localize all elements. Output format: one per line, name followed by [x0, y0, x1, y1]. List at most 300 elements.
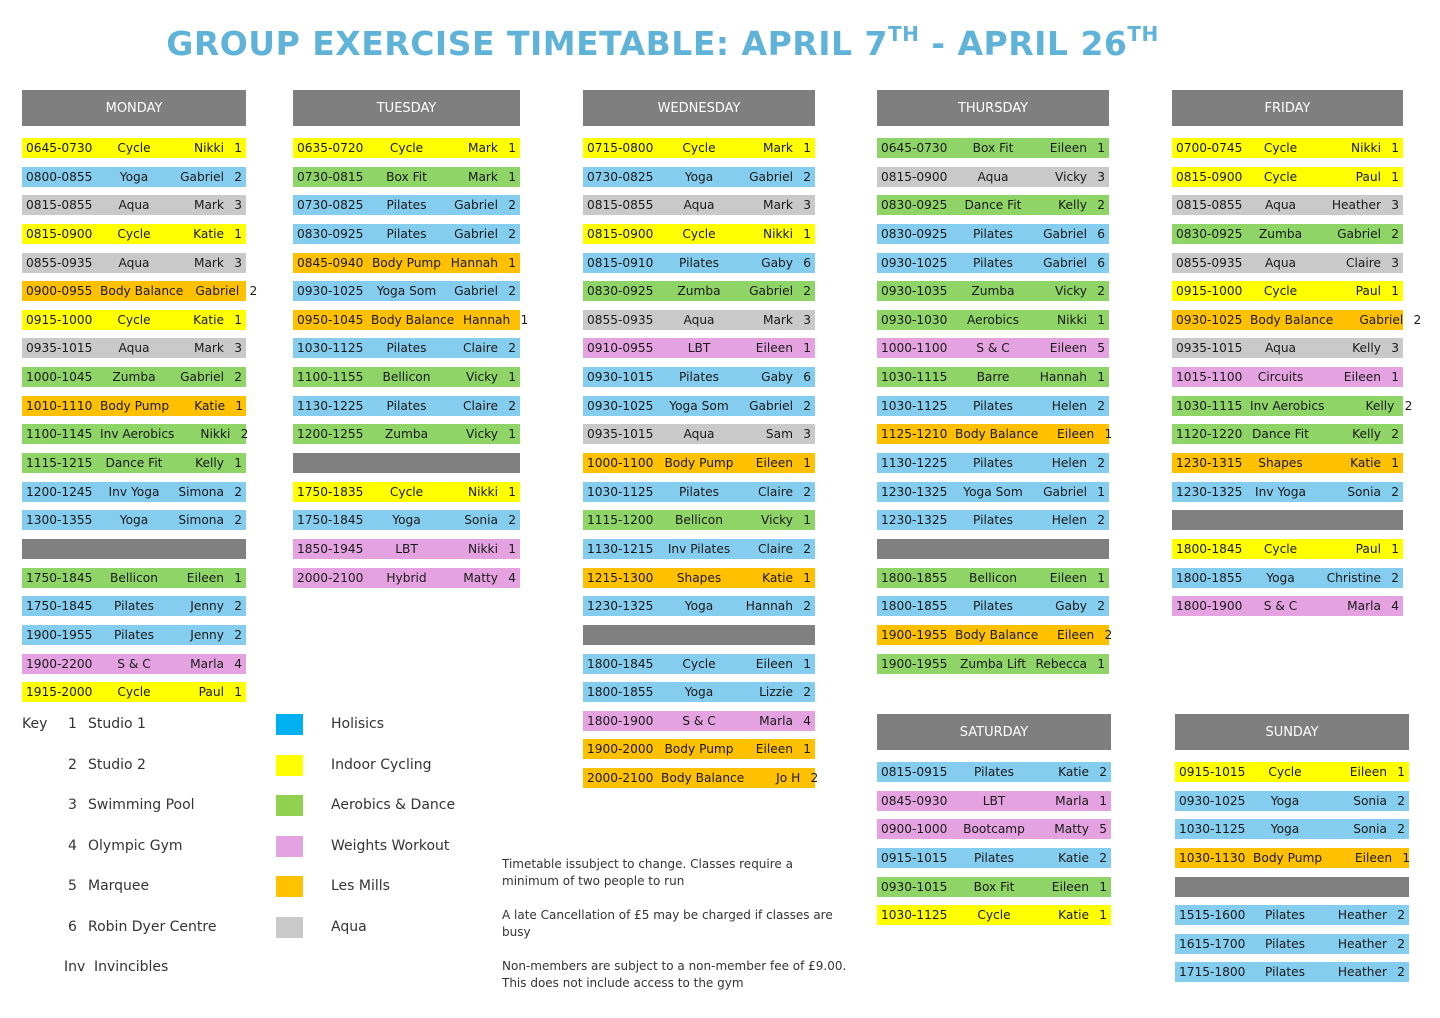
class-name: Body Pump	[100, 398, 170, 413]
class-instructor: Eileen	[1049, 341, 1087, 356]
class-row	[293, 224, 520, 244]
class-row	[22, 310, 246, 330]
class-instructor: Gabriel	[1359, 312, 1404, 327]
class-instructor: Eileen	[1057, 427, 1095, 442]
class-row	[877, 138, 1109, 158]
class-studio: 3	[1097, 169, 1105, 184]
class-instructor: Paul	[198, 685, 224, 700]
class-studio: 2	[1397, 793, 1405, 808]
class-instructor: Mark	[193, 255, 224, 270]
class-row	[22, 281, 258, 301]
class-time: 1115-1215	[26, 456, 93, 471]
class-studio: 1	[1097, 312, 1105, 327]
class-name: Inv Yoga	[1255, 484, 1306, 499]
class-instructor: Lizzie	[759, 685, 793, 700]
legend-swatch	[276, 795, 303, 816]
class-instructor: Gabriel	[1337, 226, 1381, 241]
key-label: Key	[22, 716, 48, 732]
class-row	[293, 568, 520, 588]
class-row	[293, 138, 520, 158]
class-row	[22, 424, 249, 444]
class-row	[877, 877, 1111, 897]
class-instructor: Vicky	[1055, 284, 1087, 299]
class-row	[1175, 934, 1409, 954]
class-studio: 2	[1097, 456, 1105, 471]
class-studio: 2	[234, 370, 242, 385]
class-instructor: Heather	[1337, 908, 1387, 923]
class-time: 0935-1015	[1176, 341, 1243, 356]
class-instructor: Eileen	[755, 742, 793, 757]
class-time: 0855-0935	[26, 255, 93, 270]
class-row	[877, 253, 1109, 273]
class-row	[293, 253, 520, 273]
class-time: 0730-0825	[587, 169, 654, 184]
class-name: Body Balance	[371, 312, 455, 327]
class-time: 1200-1245	[26, 484, 93, 499]
class-row	[22, 453, 246, 473]
class-name: Inv Aerobics	[100, 427, 175, 442]
class-name: LBT	[395, 541, 418, 556]
class-row	[1175, 848, 1409, 868]
class-studio: 1	[803, 656, 811, 671]
class-row	[293, 424, 520, 444]
class-name: Cycle	[1263, 141, 1298, 155]
class-row	[877, 281, 1109, 301]
class-time: 0900-1000	[881, 822, 948, 837]
class-row	[22, 138, 246, 158]
class-instructor: Nikki	[200, 427, 231, 442]
class-name: Cycle	[977, 908, 1011, 923]
class-row	[1172, 253, 1403, 273]
class-instructor: Gabriel	[749, 169, 793, 184]
class-studio: 3	[803, 198, 811, 213]
class-instructor: Matty	[1054, 822, 1089, 837]
class-studio: 3	[234, 341, 242, 356]
class-row	[583, 338, 815, 358]
class-name: Aqua	[683, 427, 715, 442]
class-name: Aqua	[118, 341, 150, 356]
class-instructor: Eileen	[1049, 570, 1087, 585]
class-studio: 1	[803, 742, 811, 757]
class-row	[877, 625, 1113, 645]
class-studio: 1	[234, 312, 242, 327]
class-name: Yoga Som	[963, 484, 1023, 499]
class-name: Shapes	[1258, 456, 1303, 471]
day-header: THURSDAY	[877, 90, 1109, 126]
class-studio: 1	[234, 685, 242, 700]
class-row	[583, 768, 819, 788]
class-studio: 1	[508, 141, 516, 155]
class-name: S & C	[682, 713, 716, 728]
class-row	[22, 654, 246, 674]
class-time: 0855-0935	[587, 312, 654, 327]
class-name: LBT	[982, 793, 1006, 808]
class-time: 0800-0855	[26, 169, 93, 184]
class-row	[1172, 596, 1403, 616]
class-studio: 2	[508, 341, 516, 356]
class-time: 1900-1955	[881, 656, 948, 671]
class-studio: 4	[234, 656, 242, 671]
class-instructor: Paul	[1355, 169, 1381, 184]
class-studio: 1	[508, 169, 516, 184]
class-time: 1030-1125	[881, 398, 948, 413]
class-row	[1172, 310, 1422, 330]
class-time: 1200-1255	[297, 427, 364, 442]
class-row	[877, 596, 1109, 616]
class-studio: 2	[234, 484, 242, 499]
class-instructor: Vicky	[466, 427, 498, 442]
class-instructor: Katie	[193, 312, 224, 327]
class-time: 0915-1015	[1179, 765, 1246, 779]
class-row	[293, 539, 520, 559]
class-instructor: Vicky	[761, 513, 793, 528]
class-instructor: Gabriel	[454, 226, 498, 241]
class-studio: 1	[520, 312, 529, 327]
class-time: 1800-1855	[1176, 570, 1243, 585]
day-column-sunday	[1175, 714, 1409, 991]
class-studio: 4	[803, 713, 811, 728]
class-studio: 1	[1097, 370, 1105, 385]
class-row	[1172, 338, 1403, 358]
class-name: Aqua	[118, 255, 150, 270]
class-name: Zumba	[1258, 226, 1303, 241]
class-name: Pilates	[973, 226, 1013, 241]
class-time: 1800-1845	[587, 656, 654, 671]
class-studio: 2	[1104, 627, 1113, 642]
class-name: Barre	[976, 370, 1010, 385]
class-instructor: Jenny	[190, 627, 224, 642]
day-header: FRIDAY	[1172, 90, 1403, 126]
class-row	[877, 424, 1113, 444]
class-name: LBT	[687, 341, 711, 356]
class-name: Pilates	[973, 513, 1013, 528]
class-row	[22, 510, 246, 530]
note-text: Non-members are subject to a non-member fee of £9.00. This does not include access to the gym	[502, 959, 847, 990]
class-time: 0815-0855	[1176, 198, 1243, 213]
class-instructor: Hannah	[745, 599, 793, 614]
class-instructor: Katie	[1058, 908, 1089, 923]
class-instructor: Rebecca	[1035, 656, 1087, 671]
class-name: Yoga Som	[376, 284, 437, 299]
class-time: 1750-1845	[26, 599, 93, 614]
class-time: 1000-1045	[26, 370, 93, 385]
class-studio: 1	[1099, 908, 1107, 923]
class-name: Zumba	[971, 284, 1015, 299]
class-instructor: Christine	[1326, 570, 1381, 585]
class-time: 0830-0925	[1176, 226, 1243, 241]
class-time: 1030-1125	[881, 908, 948, 923]
class-row	[877, 791, 1111, 811]
class-studio: 2	[1097, 513, 1105, 528]
class-time: 1750-1845	[297, 513, 364, 528]
day-column-tuesday	[293, 90, 529, 596]
class-instructor: Mark	[193, 198, 224, 213]
class-time: 0815-0900	[26, 226, 93, 241]
class-time: 1010-1110	[26, 398, 93, 413]
class-time: 0700-0745	[1176, 141, 1243, 155]
class-name: Body Balance	[955, 427, 1039, 442]
class-studio: 2	[810, 771, 819, 786]
note-text: Timetable issubject to change. Classes require a minimum of two people to run	[502, 857, 793, 888]
class-time: 0855-0935	[1176, 255, 1243, 270]
class-time: 1230-1325	[881, 513, 948, 528]
class-studio: 4	[508, 570, 516, 585]
class-row	[583, 539, 815, 559]
class-instructor: Nikki	[467, 541, 498, 556]
class-row	[293, 482, 520, 502]
class-name: Yoga	[1270, 793, 1300, 808]
class-time: 1115-1200	[587, 513, 654, 528]
session-divider	[877, 539, 1109, 559]
class-instructor: Heather	[1331, 198, 1381, 213]
class-row	[583, 195, 815, 215]
class-name: Cycle	[682, 656, 716, 671]
class-row	[583, 482, 815, 502]
class-row	[583, 568, 815, 588]
class-row	[1172, 539, 1403, 559]
class-name: Body Pump	[664, 456, 734, 471]
class-studio: 6	[803, 370, 811, 385]
class-name: Pilates	[1265, 908, 1305, 923]
class-time: 1000-1100	[587, 456, 654, 471]
class-time: 2000-2100	[587, 771, 654, 786]
class-studio: 1	[235, 398, 244, 413]
class-time: 1130-1215	[587, 541, 654, 556]
class-name: Pilates	[386, 198, 427, 213]
class-studio: 1	[1402, 850, 1411, 865]
class-name: Zumba Lift	[959, 656, 1027, 671]
class-studio: 2	[1097, 599, 1105, 614]
class-instructor: Mark	[467, 141, 498, 155]
class-instructor: Nikki	[1056, 312, 1087, 327]
class-row	[1172, 453, 1403, 473]
class-row	[583, 396, 815, 416]
class-name: Shapes	[676, 570, 722, 585]
class-name: Zumba	[677, 284, 721, 299]
class-row	[583, 310, 815, 330]
class-time: 0830-0925	[881, 226, 948, 241]
class-instructor: Katie	[1350, 456, 1381, 471]
class-row	[877, 848, 1111, 868]
class-instructor: Gabriel	[1043, 255, 1087, 270]
class-time: 1750-1845	[26, 570, 93, 585]
class-instructor: Nikki	[193, 141, 224, 155]
class-studio: 1	[1391, 284, 1399, 299]
class-name: Bellicon	[969, 570, 1017, 585]
class-name: Pilates	[386, 341, 427, 356]
class-name: Cycle	[1268, 765, 1302, 779]
class-studio: 2	[1397, 936, 1405, 951]
class-instructor: Mark	[762, 312, 793, 327]
day-header: SATURDAY	[877, 714, 1111, 750]
class-name: Cycle	[117, 141, 151, 155]
session-divider	[22, 539, 246, 559]
class-name: Pilates	[973, 456, 1013, 471]
class-studio: 2	[1097, 284, 1105, 299]
legend-swatch	[276, 714, 303, 735]
class-name: Aqua	[977, 169, 1009, 184]
class-name: S & C	[117, 656, 151, 671]
class-name: Pilates	[974, 850, 1014, 865]
class-name: Body Pump	[371, 255, 442, 270]
class-name: Bellicon	[110, 570, 158, 585]
class-studio: 2	[1391, 484, 1399, 499]
class-name: Box Fit	[386, 169, 427, 184]
note-text: A late Cancellation of £5 may be charged if classes are busy	[502, 908, 833, 939]
class-name: Pilates	[114, 627, 154, 642]
class-row	[877, 762, 1111, 782]
class-studio: 2	[1097, 198, 1105, 213]
class-studio: 2	[508, 284, 516, 299]
class-studio: 1	[803, 456, 811, 471]
class-time: 0635-0720	[297, 141, 364, 155]
class-row	[22, 596, 246, 616]
class-time: 0915-1000	[26, 312, 93, 327]
class-studio: 2	[1397, 965, 1405, 980]
class-name: Body Balance	[100, 284, 184, 299]
class-studio: 1	[1391, 169, 1399, 184]
class-row	[877, 510, 1109, 530]
class-name: Cycle	[117, 685, 151, 700]
class-time: 1130-1225	[297, 398, 364, 413]
class-row	[1172, 167, 1403, 187]
class-studio: 6	[1097, 226, 1105, 241]
class-studio: 2	[234, 513, 242, 528]
class-studio: 2	[803, 169, 811, 184]
class-time: 1750-1835	[297, 484, 364, 499]
day-header: TUESDAY	[293, 90, 520, 126]
class-instructor: Claire	[758, 484, 793, 499]
class-studio: 2	[1404, 398, 1413, 413]
class-name: Hybrid	[386, 570, 427, 585]
class-instructor: Claire	[1346, 255, 1381, 270]
class-instructor: Eileen	[1343, 370, 1381, 385]
class-time: 0910-0955	[587, 341, 654, 356]
class-time: 1800-1845	[1176, 541, 1243, 556]
class-time: 0845-0940	[297, 255, 364, 270]
class-time: 1030-1125	[587, 484, 654, 499]
class-studio: 2	[1391, 427, 1399, 442]
class-studio: 1	[1099, 793, 1107, 808]
class-studio: 6	[1097, 255, 1105, 270]
class-time: 1100-1145	[26, 427, 93, 442]
class-time: 0915-1000	[1176, 284, 1243, 299]
class-time: 0645-0730	[881, 141, 948, 155]
timetable-notes	[502, 856, 852, 1009]
class-name: Cycle	[117, 226, 151, 241]
class-studio: 1	[803, 513, 811, 528]
class-instructor: Gaby	[761, 255, 793, 270]
class-time: 1030-1125	[297, 341, 364, 356]
class-instructor: Marla	[1347, 599, 1381, 614]
class-instructor: Eileen	[755, 456, 793, 471]
class-studio: 2	[803, 685, 811, 700]
class-time: 1215-1300	[587, 570, 654, 585]
class-instructor: Gabriel	[749, 398, 793, 413]
day-header: MONDAY	[22, 90, 246, 126]
class-studio: 5	[1099, 822, 1107, 837]
class-row	[877, 905, 1111, 925]
class-studio: 1	[803, 141, 811, 155]
class-time: 1900-1955	[881, 627, 948, 642]
class-time: 0900-0955	[26, 284, 93, 299]
class-row	[293, 195, 520, 215]
class-row	[583, 596, 815, 616]
class-name: Body Pump	[1253, 850, 1323, 865]
class-studio: 2	[508, 226, 516, 241]
class-time: 0645-0730	[26, 141, 93, 155]
class-instructor: Kelly	[195, 456, 224, 471]
class-studio: 2	[803, 599, 811, 614]
class-studio: 2	[803, 284, 811, 299]
class-name: Yoga	[684, 599, 714, 614]
class-instructor: Katie	[1058, 765, 1089, 779]
class-row	[1175, 791, 1409, 811]
class-time: 0930-1015	[881, 879, 948, 894]
class-instructor: Claire	[758, 541, 793, 556]
class-studio: 1	[1097, 141, 1105, 155]
class-time: 1030-1115	[1176, 398, 1243, 413]
class-time: 0830-0925	[297, 226, 364, 241]
class-studio: 3	[234, 255, 242, 270]
class-studio: 2	[1099, 765, 1107, 779]
class-name: Cycle	[117, 312, 151, 327]
class-row	[583, 510, 815, 530]
class-instructor: Gabriel	[195, 284, 240, 299]
class-instructor: Sonia	[1347, 484, 1381, 499]
class-time: 1000-1100	[881, 341, 948, 356]
day-column-friday	[1172, 90, 1422, 625]
class-name: Cycle	[682, 141, 716, 155]
class-name: Cycle	[389, 484, 424, 499]
class-instructor: Gaby	[1055, 599, 1087, 614]
class-time: 1230-1315	[1176, 456, 1243, 471]
class-time: 0930-1025	[1179, 793, 1246, 808]
class-row	[583, 367, 815, 387]
class-name: Pilates	[114, 599, 154, 614]
class-instructor: Sonia	[464, 513, 498, 528]
class-time: 1800-1900	[587, 713, 654, 728]
class-studio: 3	[1391, 198, 1399, 213]
class-row	[22, 396, 246, 416]
class-row	[1175, 905, 1409, 925]
class-studio: 2	[803, 484, 811, 499]
class-instructor: Eileen	[755, 341, 793, 356]
class-instructor: Eileen	[186, 570, 224, 585]
class-time: 0930-1015	[587, 370, 654, 385]
class-studio: 1	[508, 484, 516, 499]
class-row	[1172, 568, 1403, 588]
class-instructor: Kelly	[1365, 398, 1395, 413]
class-studio: 2	[1397, 908, 1405, 923]
day-column-saturday	[877, 714, 1111, 934]
class-row	[22, 625, 246, 645]
legend-swatch	[276, 876, 303, 897]
day-column-thursday	[877, 90, 1113, 682]
class-time: 0950-1045	[297, 312, 364, 327]
class-name: Bootcamp	[963, 822, 1025, 837]
class-name: Pilates	[973, 255, 1013, 270]
class-time: 0730-0825	[297, 198, 364, 213]
class-instructor: Sonia	[1353, 822, 1387, 837]
class-instructor: Gabriel	[454, 198, 498, 213]
class-name: S & C	[976, 341, 1010, 356]
class-row	[583, 281, 815, 301]
class-instructor: Sam	[765, 427, 793, 442]
class-time: 1015-1100	[1176, 370, 1243, 385]
class-instructor: Simona	[178, 513, 224, 528]
class-row	[22, 482, 246, 502]
